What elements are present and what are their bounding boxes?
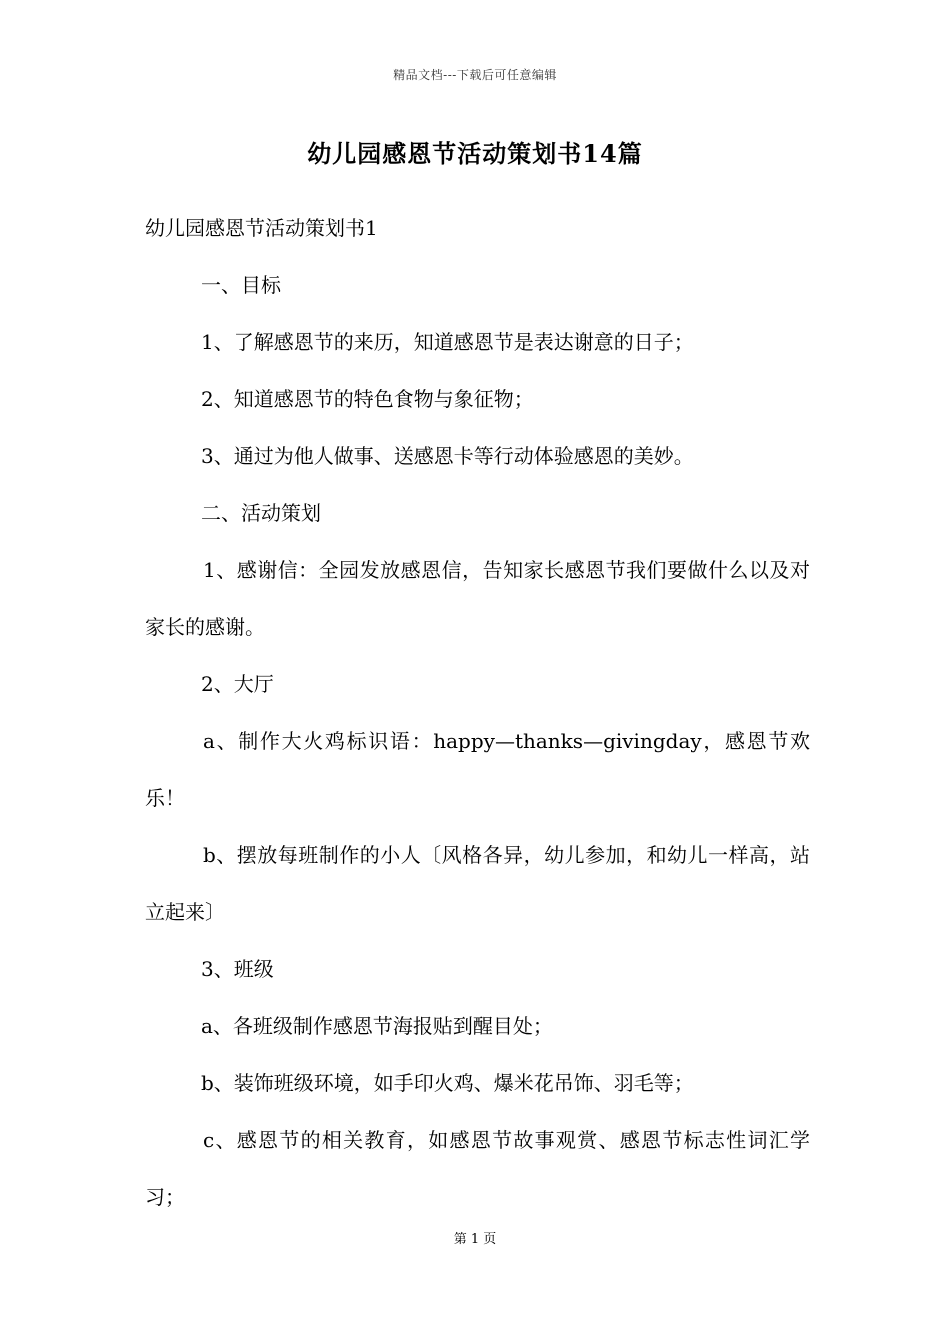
goal-item-1: 1、了解感恩节的来历，知道感恩节是表达谢意的日子；: [201, 330, 694, 354]
hall-item-a: a、制作大火鸡标识语：happy—thanks—givingday，感恩节欢乐！: [145, 729, 810, 810]
plan-item-2-hall: 2、大厅: [201, 672, 274, 696]
class-item-c: c、感恩节的相关教育，如感恩节故事观赏、感恩节标志性词汇学习；: [145, 1128, 810, 1209]
hall-item-b: b、摆放每班制作的小人〔风格各异，幼儿参加，和幼儿一样高，站立起来〕: [145, 843, 810, 924]
goal-item-2: 2、知道感恩节的特色食物与象征物；: [201, 387, 534, 411]
heading-goals: 一、目标: [201, 273, 281, 297]
class-item-a: a、各班级制作感恩节海报贴到醒目处；: [201, 1014, 553, 1038]
page-number: 第 1 页: [453, 1232, 497, 1247]
goal-item-3: 3、通过为他人做事、送感恩卡等行动体验感恩的美妙。: [201, 444, 694, 468]
heading-activity-plan: 二、活动策划: [201, 501, 321, 525]
section-subtitle: 幼儿园感恩节活动策划书1: [145, 216, 378, 240]
class-item-b: b、装饰班级环境，如手印火鸡、爆米花吊饰、羽毛等；: [201, 1071, 694, 1095]
document-title: 幼儿园感恩节活动策划书14篇: [307, 139, 643, 168]
plan-item-3-class: 3、班级: [201, 957, 274, 981]
page-header: 精品文档---下载后可任意编辑: [393, 68, 557, 82]
document-body: [145, 200, 810, 1226]
plan-item-1-thank-you-letter: 1、感谢信：全园发放感恩信，告知家长感恩节我们要做什么以及对家长的感谢。: [145, 558, 810, 639]
